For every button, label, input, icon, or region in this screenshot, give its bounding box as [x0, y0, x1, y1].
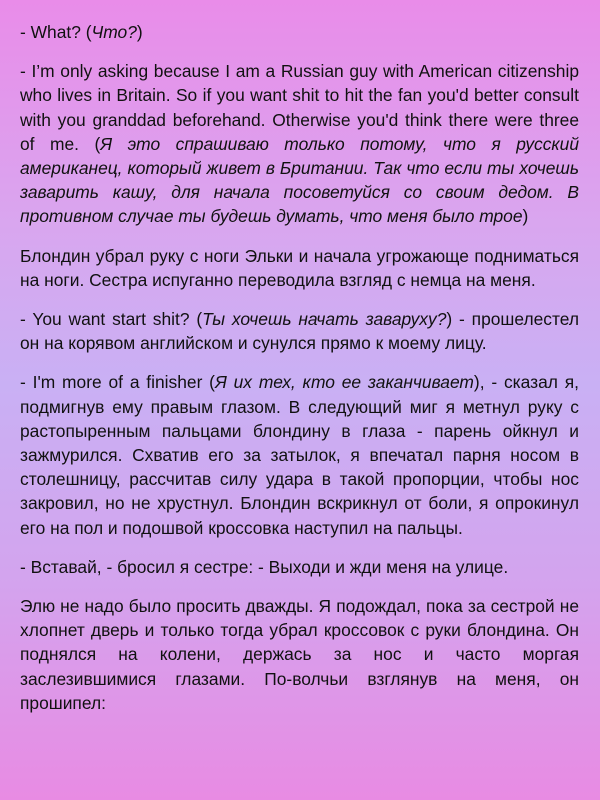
translation-run: Я это спрашиваю только потому, что я русский американец, который живет в Британии. Так что если ты хочешь заварить кашу, для начала посоветуйся со своим дедом. В противном случае ты будешь думать, что меня было трое — [20, 133, 579, 227]
translation-run: Что? — [91, 22, 137, 42]
text-run: ), - сказал я, подмигнув ему правым глазом. В следующий миг я метнул руку с растопыренным пальцами блондину в глаза - парень ойкнул и зажмурился. Схватив его за затылок, я впечатал парня носом в столешницу, рассчитав силу удара в такой пропорции, чтобы нос закровил, но не хрустнул. Блондин вскрикнул от боли, я опрокинул его на пол и подошвой кроссовка наступил на пальцы. — [20, 372, 579, 538]
translation-run: Ты хочешь начать заваруху? — [202, 309, 447, 330]
text-run: - What? ( — [20, 22, 92, 42]
paragraph-7 — [20, 594, 579, 715]
text-run: - Вставай, - бросил я сестре: - Выходи и жди меня на улице. — [20, 556, 509, 577]
text-run: - I’m only asking because I am a Russian guy with American citizenship who lives in Britain. So if you want shit to hit the fan you'd better consult with you granddad beforehand. Otherwise you'd think there were three of me. ( — [20, 61, 579, 154]
paragraph-3 — [20, 244, 579, 292]
text-run: ) — [522, 206, 529, 227]
paragraph-6 — [20, 555, 579, 579]
text-run: Блондин убрал руку с ноги Эльки и начала угрожающе подниматься на ноги. Сестра испуганно переводила взгляд с немца на меня. — [20, 245, 579, 290]
translation-run: Я их тех, кто ее заканчивает — [214, 372, 474, 393]
text-run: ) — [136, 22, 143, 42]
text-run: Элю не надо было просить дважды. Я подождал, пока за сестрой не хлопнет дверь и только тогда убрал кроссовок с руки блондина. Он поднялся на колени, держась за нос и часто моргая заслезившимися глазами. По-волчьи взглянув на меня, он прошипел: — [20, 596, 579, 713]
paragraph-1 — [20, 20, 579, 44]
text-run: ) - прошелестел он на корявом английском и сунулся прямо к моему лицу. — [20, 309, 579, 354]
text-page — [20, 20, 579, 730]
paragraph-4 — [20, 307, 579, 355]
text-run: - You want start shit? ( — [20, 309, 203, 330]
paragraph-5 — [20, 370, 579, 539]
paragraph-2 — [20, 59, 579, 228]
text-run: - I'm more of a finisher ( — [20, 372, 215, 393]
